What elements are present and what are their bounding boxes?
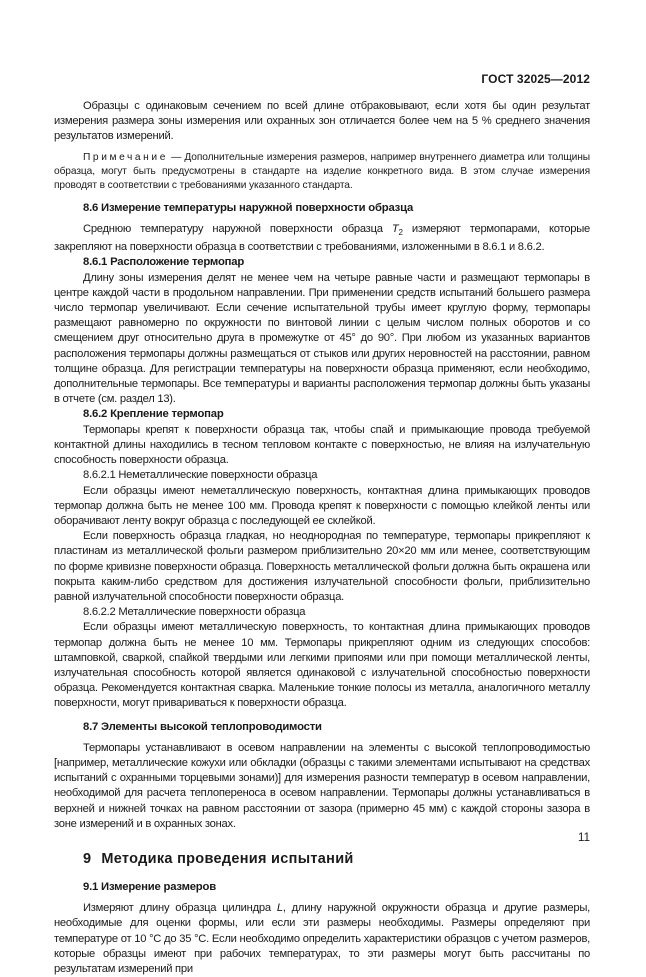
paragraph-8-6-2-1a: Если образцы имеют неметаллическую поверхность, контактная длина примыкающих проводов термопар должна быть не менее 100 мм. Провода крепят к поверхности с помощью клейкой ленты или оборачивают ленту вокруг образца с последующей ее склейкой. — [54, 484, 590, 527]
note — [54, 151, 590, 193]
paragraph-8-6-2-1b: Если поверхность образца гладкая, но неоднородная по температуре, термопары прикрепляют к пластинам из металлической фольги размером приблизительно 20×20 мм или менее, соответствующим по форме кривизне поверхности образца. Поверхность металлической фольги должна быть окрашена или покрыта каким-либо средством для достижения излучательной способности фольги, приблизительно равной излучательной способности поверхности образца. — [54, 530, 590, 603]
section-number: 9 — [83, 850, 92, 867]
paragraph-rejection: Образцы с одинаковым сечением по всей длине отбраковывают, если хотя бы один результат измерения размера зоны измерения или охранных зон отличается более чем на 5 % среднего значения результатов измерений. — [54, 100, 590, 143]
heading-9-1: 9.1 Измерение размеров — [83, 880, 216, 893]
heading-8-6: 8.6 Измерение температуры наружной поверхности образца — [83, 201, 414, 214]
paragraph-8-6-2: Термопары крепят к поверхности образца так, чтобы спай и примыкающие провода требуемой контактной длины находились в тесном тепловом контакте с поверхностью, не влияя на излучательную способность поверхности образца. — [54, 423, 590, 467]
text: Измеряют длину образца цилиндра — [83, 902, 277, 915]
section-title: Методика проведения испытаний — [101, 850, 354, 867]
variable-T: T — [391, 222, 399, 235]
paragraph-8-6-2-2: Если образцы имеют металлическую поверхность, то контактная длина примыкающих проводов термопар должна быть не менее 10 мм. Термопары прикрепляют одним из следующих способов: штамповкой, сваркой, спайкой твердыми или легкими припоями или при помощи металлической ленты, излучательная способность которой является одинаковой с излучательной способностью поверхности образца. Рекомендуется контактная сварка. Маленькие тонкие полосы из металла, аналогичного металлу поверхности, могут привариваться к поверхности образца. — [54, 621, 590, 710]
variable-L: L — [276, 902, 283, 915]
heading-8-6-1: 8.6.1 Расположение термопар — [83, 256, 245, 269]
page-number: 11 — [578, 832, 590, 844]
text: Среднюю температуру наружной поверхности образца — [83, 222, 392, 235]
note-text: — Дополнительные измерения размеров, например внутреннего диаметра или толщины образца, могут быть предусмотрены в стандарте на изделие конкретного вида. В этом случае измерения проводят в соответствии с требованиями указанного стандарта. — [54, 151, 590, 191]
note-label: Примечание — [83, 151, 168, 163]
standard-header: ГОСТ 32025—2012 — [481, 72, 590, 86]
paragraph-8-7: Термопары устанавливают в осевом направлении на элементы с высокой теплопроводимостью [например, металлические кожухи или обкладки (образцы с такими элементами испытывают на средствах испытаний с охранными торцевыми зонами)] для измерения разности температур в осевом направлении, необходимой для расчета теплопереноса в осевом направлении. Термопары должны устанавливаться в верхней и нижней точках на равном расстоянии от зазора (примерно 45 мм) с каждой стороны зазора в зоне измерений и в охранных зонах. — [54, 741, 590, 830]
body-text — [54, 99, 590, 977]
text: , длину наружной окружности образца и другие размеры, необходимые для оценки формы, или если эти размеры необходимы. Размеры определяют при температуре от 10 °С до 35 °С. Если необходимо определить характеристики образцов с учетом размеров, которые образцы имеют при рабочих температурах, то эти размеры могут быть рассчитаны по результатам измерений при — [54, 902, 590, 975]
subscript: 2 — [398, 228, 403, 238]
heading-8-6-2: 8.6.2 Крепление термопар — [83, 408, 224, 421]
text: измеряют термопарами, которые закрепляют на поверхности образца в соответствии с требованиями, изложенными в 8.6.1 и 8.6.2. — [54, 222, 590, 254]
heading-8-6-2-1: 8.6.2.1 Неметаллические поверхности образца — [83, 469, 318, 482]
heading-8-6-2-2: 8.6.2.2 Металлические поверхности образца — [83, 606, 306, 619]
heading-8-7: 8.7 Элементы высокой теплопроводимости — [83, 720, 322, 733]
heading-9 — [54, 850, 590, 868]
paragraph-8-6-1: Длину зоны измерения делят не менее чем на четыре равные части и размещают термопары в центре каждой части в продольном направлении. При применении средств испытаний большего размера число термопар увеличивают. Если сечение испытательной трубы имеет круглую форму, термопары размещают равномерно по окружности по винтовой линии с целым числом полных оборотов и со смещением друг относительно друга в промежутке от 45° до 90°. При любом из указанных вариантов расположения термопары должны размещаться от стыков или других неровностей на расстоянии, равном толщине образца. Для регистрации температуры на поверхности образца применяют, если необходимо, дополнительные термопары. Все температуры и варианты расположения термопар должны быть указаны в отчете (см. раздел 13). — [54, 271, 590, 406]
paragraph-8-6 — [54, 222, 590, 256]
